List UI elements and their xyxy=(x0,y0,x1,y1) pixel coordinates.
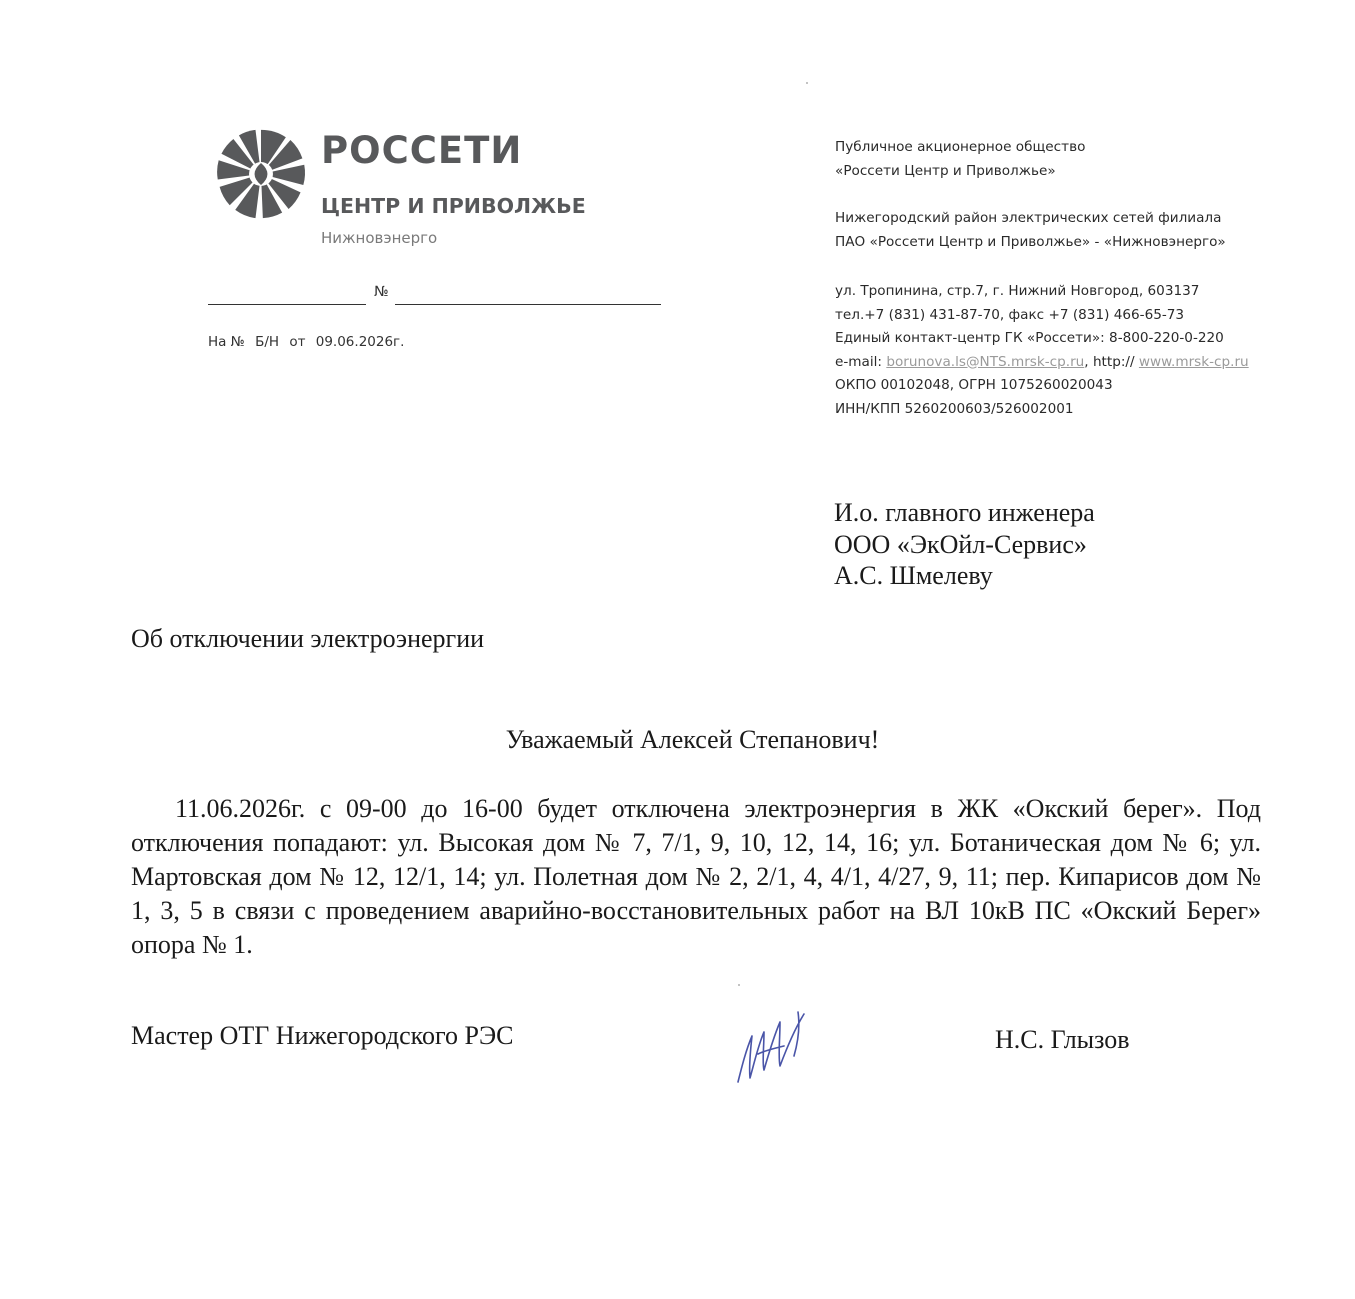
letter-subject: Об отключении электроэнергии xyxy=(131,624,485,653)
org-line: «Россети Центр и Приволжье» xyxy=(835,162,1056,179)
org-contacts-block xyxy=(835,280,1249,421)
reply-reference xyxy=(208,334,410,350)
signer-name: Н.С. Глызов xyxy=(995,1025,1130,1054)
org-phones: тел.+7 (831) 431-87-70, факс +7 (831) 466-65-73 xyxy=(835,306,1185,323)
scan-speck xyxy=(806,82,808,84)
org-line: Публичное акционерное общество xyxy=(835,139,1086,155)
org-email-line xyxy=(835,351,1249,375)
org-contact-center: Единый контакт-центр ГК «Россети»: 8-800-220-0-220 xyxy=(835,330,1224,346)
reg-number-line xyxy=(395,284,661,305)
reply-date: 09.06.2026г. xyxy=(315,334,405,350)
org-line: Нижегородский район электрических сетей филиала xyxy=(835,210,1222,226)
reply-number: Б/Н xyxy=(255,334,280,350)
email-link[interactable]: borunova.ls@NTS.mrsk-cp.ru xyxy=(886,353,1085,370)
org-address: ул. Тропинина, стр.7, г. Нижний Новгород, 603137 xyxy=(835,283,1200,299)
brand-name: РОССЕТИ xyxy=(321,129,523,172)
brand-subtitle: ЦЕНТР И ПРИВОЛЖЬЕ xyxy=(321,194,586,218)
addressee-line: И.о. главного инженера xyxy=(834,498,1095,527)
letter-greeting: Уважаемый Алексей Степанович! xyxy=(505,725,880,754)
scan-speck xyxy=(738,984,740,986)
org-line: ПАО «Россети Центр и Приволжье» - «Нижновэнерго» xyxy=(835,233,1226,250)
site-link[interactable]: www.mrsk-cp.ru xyxy=(1138,353,1249,370)
org-branch-block xyxy=(835,207,1226,254)
reply-from: от xyxy=(289,334,306,350)
addressee-line: А.С. Шмелеву xyxy=(834,561,993,590)
brand-branch: Нижновэнерго xyxy=(321,229,438,247)
site-label: , http:// xyxy=(1084,353,1135,370)
reply-prefix: На № xyxy=(208,334,245,350)
email-label: e-mail: xyxy=(835,353,882,370)
org-name-block xyxy=(835,136,1085,183)
letter-body: 11.06.2026г. с 09-00 до 16-00 будет отключена электроэнергия в ЖК «Окский берег». Под отключения попадают: ул. Высокая дом № 7, 7/1, 9, 10, 12, 14, 16; ул. Ботаническая дом № 6; ул. Мартовская дом № 12, 12/1, 14; ул. Полетная дом № 2, 2/1, 4, 4/1, 4/27, 9, 11; пер. Кипарисов дом № 1, 3, 5 в связи с проведением аварийно-восстановительных работ на ВЛ 10кВ ПС «Окский Берег» опора № 1. xyxy=(131,794,1261,959)
addressee-line: ООО «ЭкОйл-Сервис» xyxy=(834,529,1087,559)
addressee-block xyxy=(834,497,1095,592)
reg-date-line xyxy=(208,284,366,305)
org-inn: ИНН/КПП 5260200603/526002001 xyxy=(835,400,1074,417)
reg-number-sign: № xyxy=(374,284,389,300)
signer-role: Мастер ОТГ Нижегородского РЭС xyxy=(131,1021,514,1050)
rosseti-logo-icon xyxy=(215,128,307,220)
handwritten-signature xyxy=(728,1006,820,1086)
org-okpo: ОКПО 00102048, ОГРН 1075260020043 xyxy=(835,377,1113,393)
